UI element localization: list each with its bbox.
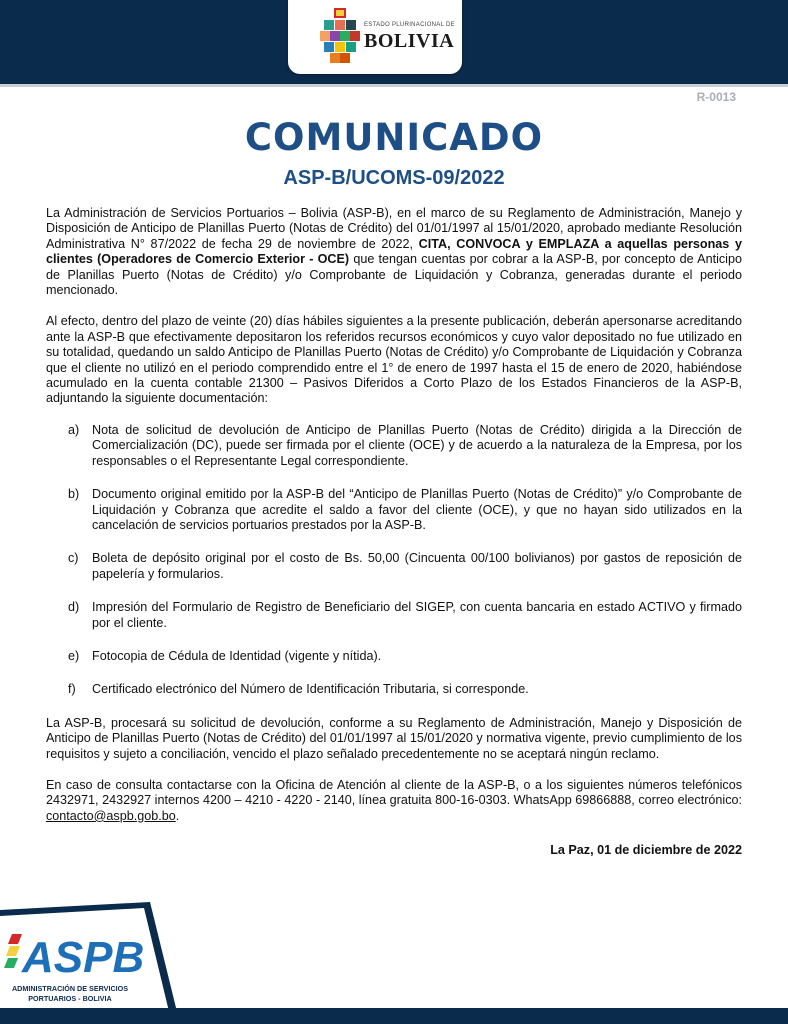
bolivia-seal-icon xyxy=(320,8,360,66)
intro-text: La Administración de Servicios Portuarios – Bolivia (ASP-B), en el marco de su Reglamento de Administración, Manejo y Disposición de Anticipo de Planillas Puerto (Notas de Crédito) del 01/01/1997 al 15/01/2020, aprobado mediante Resolución Administrativa N° 87/2022 de fecha 29 de noviembre de 2022, xyxy=(46,206,742,251)
list-item xyxy=(46,423,742,469)
list-item-text: Certificado electrónico del Número de Identificación Tributaria, si corresponde. xyxy=(92,682,529,697)
list-item xyxy=(46,551,742,582)
list-item xyxy=(46,487,742,533)
closing-date: La Paz, 01 de diciembre de 2022 xyxy=(550,843,742,857)
contact-email-link[interactable]: contacto@aspb.gob.bo xyxy=(46,808,176,823)
list-item xyxy=(46,600,742,631)
contact-tail: . xyxy=(175,808,180,823)
aspb-logo-line2: PORTUARIOS - BOLIVIA xyxy=(28,994,112,1003)
list-item-text: Impresión del Formulario de Registro de Beneficiario del SIGEP, con cuenta bancaria en estado ACTIVO y firmado por el cliente. xyxy=(92,600,742,630)
intro-bold-text: CITA, CONVOCA y EMPLAZA a aquellas personas y clientes (Operadores de Comercio Exterior - OCE) xyxy=(46,236,742,267)
document-reference: R-0013 xyxy=(696,90,736,104)
paragraph-processing: La ASP-B, procesará su solicitud de devolución, conforme a su Reglamento de Administración, Manejo y Disposición de Anticipo de Planillas Puerto (Notas de Crédito) del 01/01/1997 al 15/01/2020 y normativa vigente, previo cumplimiento de los requisitos y sujeto a conciliación, vencido el plazo señalado precedentemente no se aceptará ningún reclamo. xyxy=(46,715,742,761)
paragraph-contact xyxy=(46,778,742,824)
logo-small-text: ESTADO PLURINACIONAL DE xyxy=(364,22,455,28)
aspb-logo-text: ASPB xyxy=(22,933,145,982)
page-subtitle: ASP-B/UCOMS-09/2022 xyxy=(283,167,505,189)
list-item-text: Documento original emitido por la ASP-B del “Anticipo de Planillas Puerto (Notas de Crédito)” y/o Comprobante de Liquidación y Cobranza que acredite el saldo a favor del cliente (OCE), y que no hayan sido utilizados en la cancelación de servicios portuarios prestados por la ASP-B. xyxy=(92,487,742,532)
aspb-footer-logo xyxy=(0,900,180,1024)
page-title: COMUNICADO xyxy=(244,116,544,159)
list-item-text: Fotocopia de Cédula de Identidad (vigente y nítida). xyxy=(92,648,382,663)
list-marker: f) xyxy=(68,682,76,697)
intro-tail-text: que tengan cuentas por cobrar a la ASP-B, por concepto de Anticipo de Planillas Puerto (Notas de Crédito) y/o Comprobante de Liquidación y Cobranza, generadas durante el periodo mencionado. xyxy=(46,252,742,298)
list-item-text: Boleta de depósito original por el costo de Bs. 50,00 (Cincuenta 00/100 bolivianos) por gastos de reposición de papelería y formularios. xyxy=(92,551,742,581)
list-item xyxy=(46,649,742,664)
list-marker: c) xyxy=(68,551,79,566)
list-marker: a) xyxy=(68,422,80,437)
footer-bar xyxy=(0,1008,788,1024)
list-marker: b) xyxy=(68,487,80,502)
document-body xyxy=(46,206,742,840)
aspb-logo-line1: ADMINISTRACIÓN DE SERVICIOS xyxy=(11,984,129,993)
contact-text: En caso de consulta contactarse con la Oficina de Atención al cliente de la ASP-B, o a los siguientes números telefónicos 2432971, 2432927 internos 4200 – 4210 - 4220 - 2140, línea gratuita 800-16-0303. WhatsApp 69866888, correo electrónico: xyxy=(46,777,742,808)
header-divider xyxy=(0,84,788,87)
paragraph-requirements: Al efecto, dentro del plazo de veinte (20) días hábiles siguientes a la presente publicación, deberán apersonarse acreditando ante la ASP-B que efectivamente depositaron los referidos recursos económicos y cuyo valor depositado no fue utilizado en su totalidad, quedando un saldo Anticipo de Planillas Puerto (Notas de Crédito) y/o Comprobante de Liquidación y Cobranza que el cliente no utilizó en el periodo comprendido entre el 1° de enero de 1997 hasta el 15 de enero de 2020, habiéndose acumulado en la cuenta contable 21300 – Pasivos Diferidos a Corto Plazo de los Estados Financieros de la ASP-B, adjuntando la siguiente documentación: xyxy=(46,314,742,406)
list-item-text: Nota de solicitud de devolución de Anticipo de Planillas Puerto (Notas de Crédito) dirigida a la Dirección de Comercialización (DC), puede ser firmada por el cliente (OCE) y de acuerdo a la naturaleza de la Empresa, por los responsables o el Representante Legal correspondiente. xyxy=(92,422,742,468)
list-item xyxy=(46,682,742,697)
paragraph-intro xyxy=(46,206,742,298)
logo-big-text: BOLIVIA xyxy=(364,30,455,52)
list-marker: d) xyxy=(68,600,80,615)
list-marker: e) xyxy=(68,648,80,663)
requirements-list xyxy=(46,423,742,698)
bolivia-logo-card xyxy=(288,0,462,74)
